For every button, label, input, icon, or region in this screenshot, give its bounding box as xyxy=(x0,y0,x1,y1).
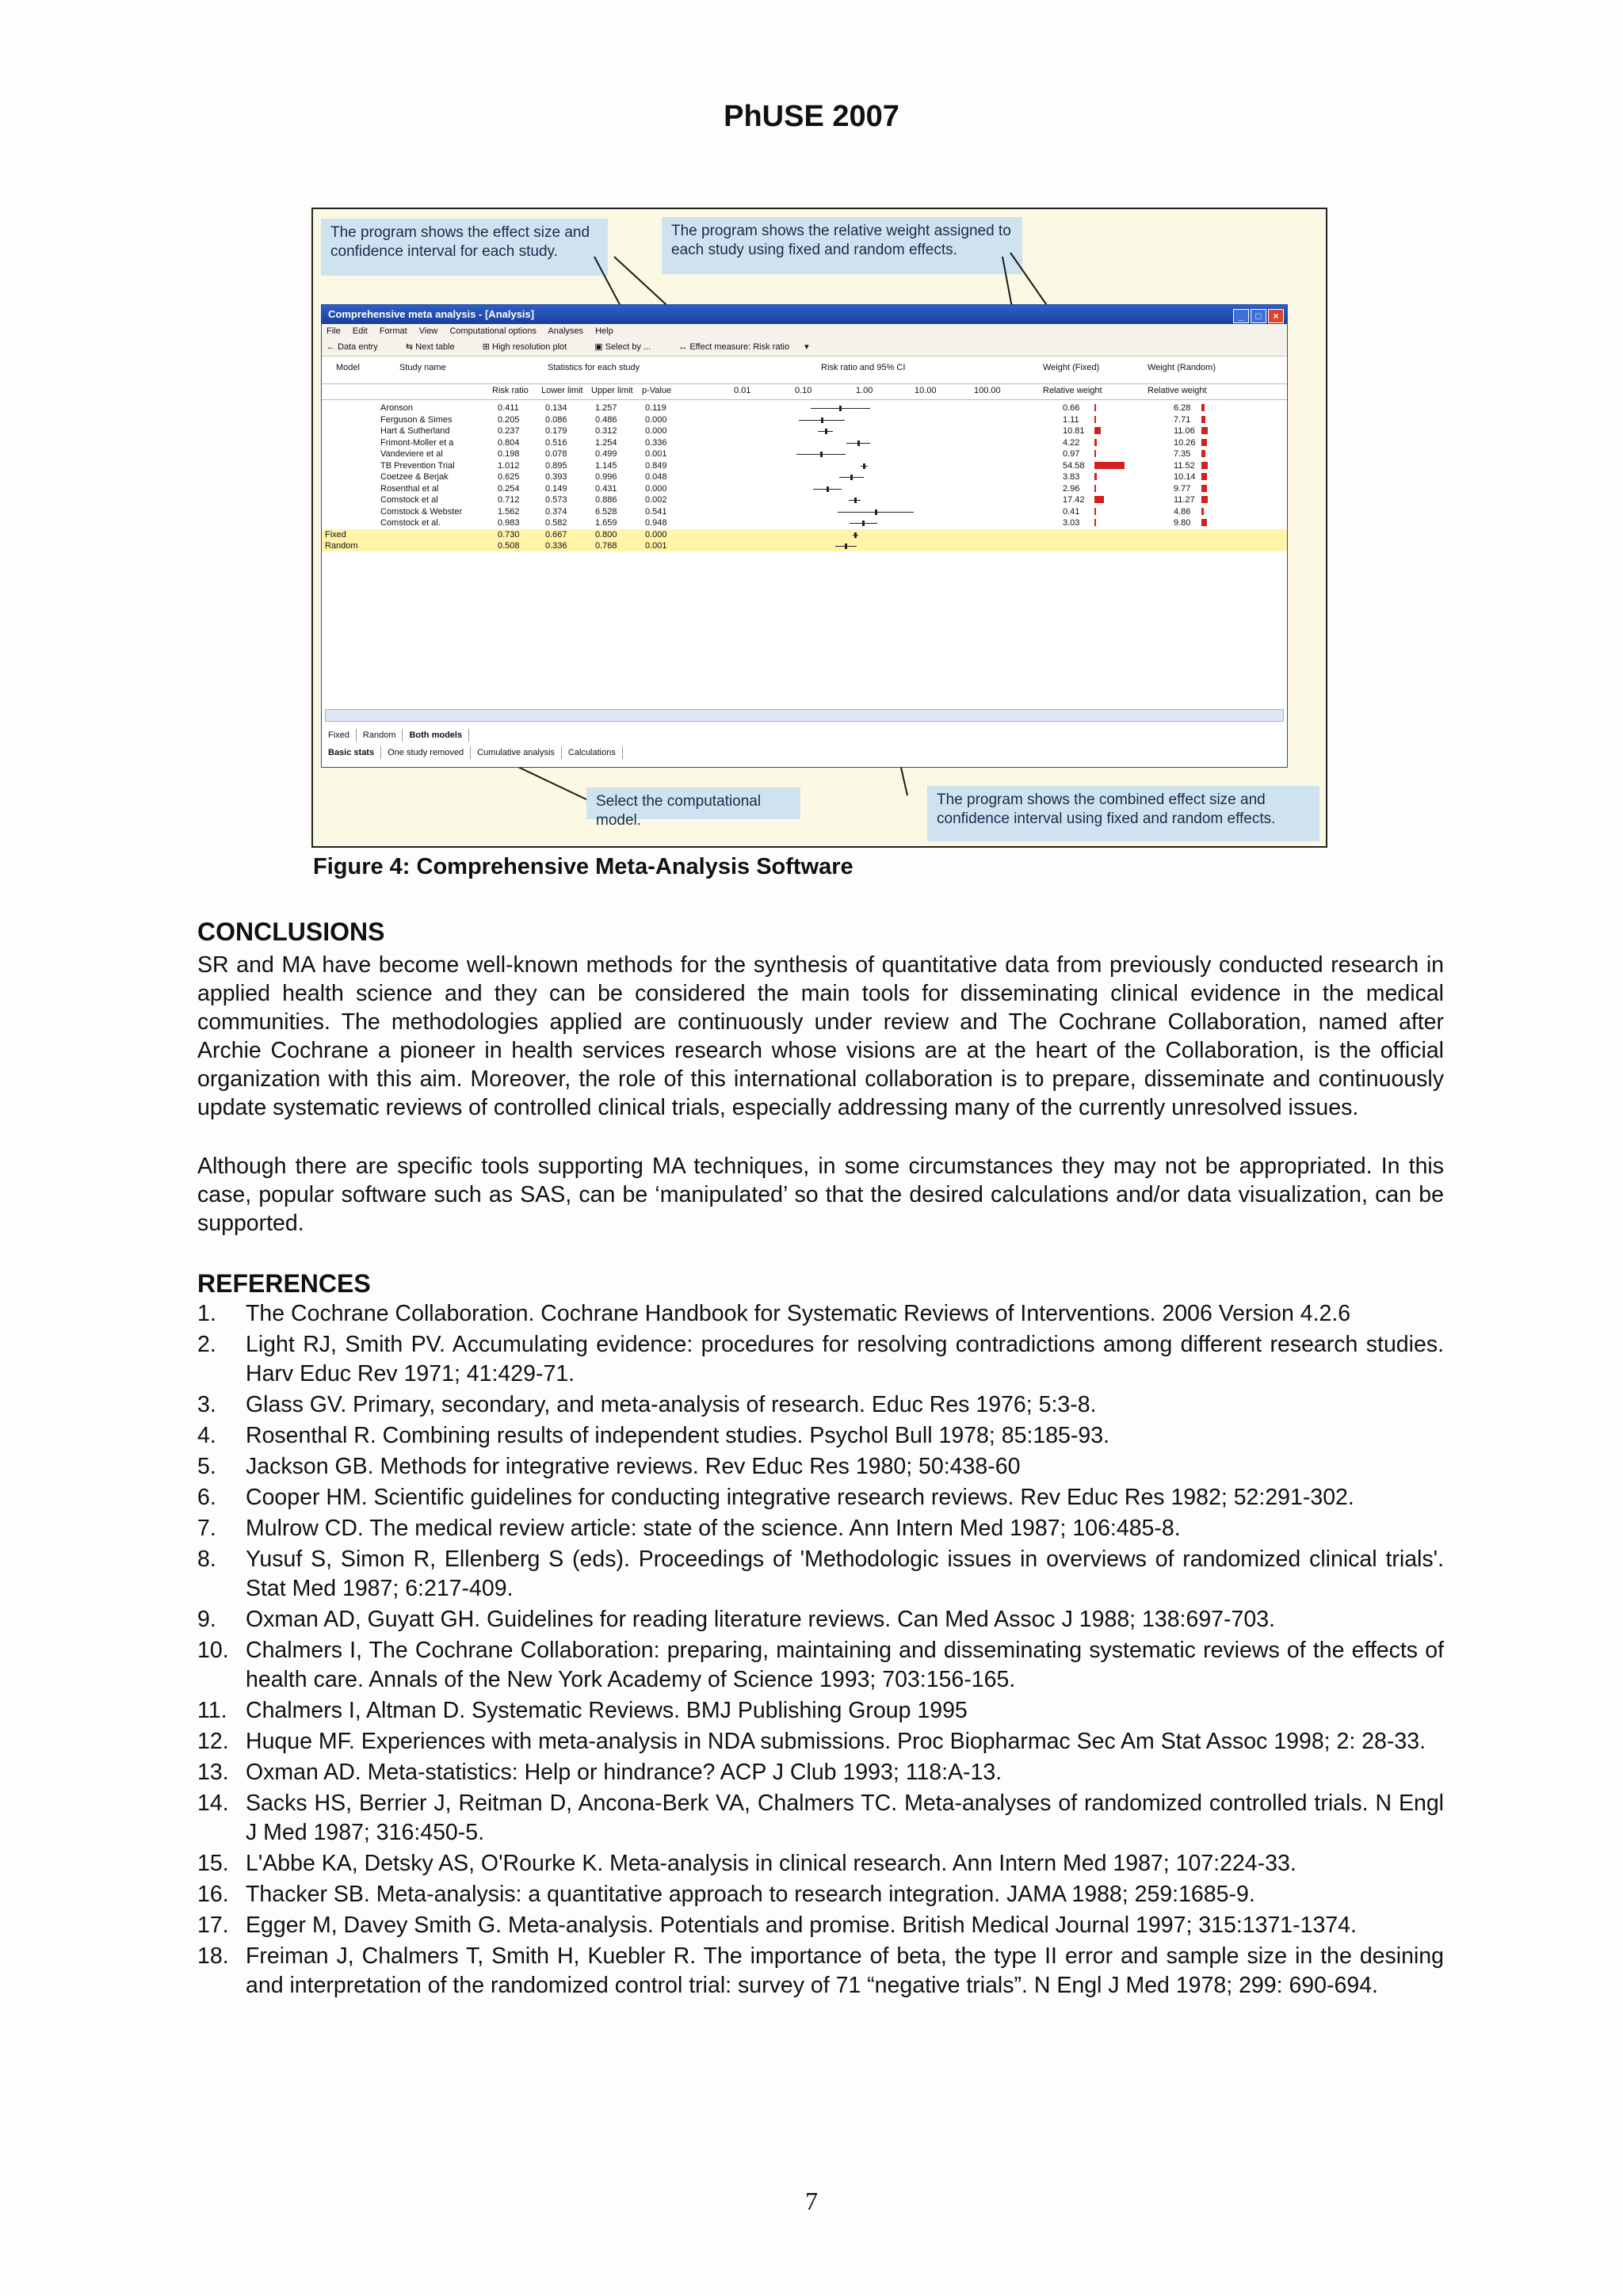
reference-text: Oxman AD, Guyatt GH. Guidelines for reading literature reviews. Can Med Assoc J 1988; 138:697-703. xyxy=(246,1607,1275,1632)
col-forest-plot: Risk ratio and 95% CI xyxy=(821,363,906,372)
weight-fixed-bar xyxy=(1094,508,1096,515)
reference-item xyxy=(197,1789,1444,1848)
weight-fixed-bar xyxy=(1094,496,1104,503)
reference-number: 15. xyxy=(197,1851,229,1876)
reference-number: 9. xyxy=(197,1607,216,1632)
effect-size-point xyxy=(825,429,827,434)
cell-lower: 0.516 xyxy=(545,437,567,448)
tab-one-study-removed[interactable]: One study removed xyxy=(381,746,471,759)
reference-text: Chalmers I, The Cochrane Collaboration: preparing, maintaining and disseminating systematic reviews of the effects of health care. Annals of the New York Academy of Science 1993; 703:156-165. xyxy=(246,1638,1444,1692)
cell-p: 0.119 xyxy=(645,403,666,413)
cell-lower: 0.895 xyxy=(545,460,567,471)
reference-item xyxy=(197,1421,1444,1451)
page-header: PhUSE 2007 xyxy=(724,100,899,133)
weight-fixed-bar xyxy=(1094,485,1096,492)
weight-random-bar xyxy=(1201,416,1205,423)
col-study-name: Study name xyxy=(399,363,446,372)
cell-rr: 0.983 xyxy=(498,518,520,528)
cell-weight-random: 9.80 xyxy=(1174,518,1191,528)
reference-text: Chalmers I, Altman D. Systematic Reviews. BMJ Publishing Group 1995 xyxy=(246,1698,968,1723)
cell-weight-fixed: 1.11 xyxy=(1063,414,1079,425)
reference-item xyxy=(197,1696,1444,1726)
callout-combined-effect: The program shows the combined effect size and confidence interval using fixed and random effects. xyxy=(927,786,1319,841)
subcol-upper-limit: Upper limit xyxy=(591,386,633,395)
col-weight-random: Weight (Random) xyxy=(1148,363,1216,372)
reference-number: 13. xyxy=(197,1760,229,1785)
high-resolution-plot-button[interactable]: ⊞ High resolution plot xyxy=(482,342,567,352)
cell-rr: 0.205 xyxy=(498,414,520,425)
reference-number: 6. xyxy=(197,1485,216,1510)
weight-fixed-bar xyxy=(1094,404,1096,411)
menu-bar xyxy=(322,324,1287,338)
weight-random-bar xyxy=(1201,496,1208,503)
cell-lower: 0.573 xyxy=(545,495,567,505)
minimize-icon[interactable]: _ xyxy=(1233,309,1249,323)
cell-model: Random xyxy=(325,541,358,551)
reference-text: L'Abbe KA, Detsky AS, O'Rourke K. Meta-analysis in clinical research. Ann Intern Med 1987; 107:224-33. xyxy=(246,1851,1296,1876)
subcol-relative-weight-random: Relative weight xyxy=(1148,386,1207,395)
menu-analyses[interactable]: Analyses xyxy=(548,326,584,336)
cell-study: Aronson xyxy=(380,403,413,413)
reference-number: 14. xyxy=(197,1791,229,1816)
effect-size-point xyxy=(821,418,823,423)
reference-item xyxy=(197,1452,1444,1482)
cell-weight-fixed: 3.83 xyxy=(1063,472,1080,482)
cell-study: Comstock et al. xyxy=(380,518,441,528)
col-weight-fixed: Weight (Fixed) xyxy=(1043,363,1100,372)
reference-item xyxy=(197,1299,1444,1329)
weight-fixed-bar xyxy=(1094,427,1101,434)
cell-lower: 0.582 xyxy=(545,518,567,528)
reference-number: 5. xyxy=(197,1454,216,1479)
cell-lower: 0.374 xyxy=(545,506,567,517)
figure-caption: Figure 4: Comprehensive Meta-Analysis Software xyxy=(313,854,854,879)
cell-upper: 0.486 xyxy=(595,414,617,425)
cell-lower: 0.179 xyxy=(545,426,567,436)
cell-rr: 0.712 xyxy=(498,495,520,505)
tab-random[interactable]: Random xyxy=(357,729,403,742)
weight-random-bar xyxy=(1201,439,1207,446)
axis-tick-0-01: 0.01 xyxy=(734,386,751,395)
cell-lower: 0.393 xyxy=(545,472,567,482)
callout-effect-size: The program shows the effect size and confidence interval for each study. xyxy=(321,219,608,276)
reference-text: Egger M, Davey Smith G. Meta-analysis. Potentials and promise. British Medical Journal 1997; 315:1371-1374. xyxy=(246,1913,1357,1938)
table-row[interactable] xyxy=(322,506,1287,517)
model-tabs xyxy=(322,729,469,742)
cell-lower: 0.336 xyxy=(545,541,567,551)
cell-study: Rosenthal et al xyxy=(380,483,439,494)
menu-format[interactable]: Format xyxy=(379,326,407,336)
reference-text: Huque MF. Experiences with meta-analysis in NDA submissions. Proc Biopharmac Sec Am Stat Assoc 1998; 2: 28-33. xyxy=(246,1729,1426,1754)
results-grid xyxy=(322,357,1287,650)
cell-upper: 1.254 xyxy=(595,437,617,448)
cell-study: Ferguson & Simes xyxy=(380,414,453,425)
close-icon[interactable]: × xyxy=(1268,309,1284,323)
reference-number: 11. xyxy=(197,1698,227,1723)
cell-weight-fixed: 0.66 xyxy=(1063,403,1080,413)
menu-edit[interactable]: Edit xyxy=(352,326,368,336)
cell-weight-fixed: 54.58 xyxy=(1063,460,1085,471)
cell-rr: 1.562 xyxy=(498,506,520,517)
figure-screenshot xyxy=(311,208,1327,848)
cell-weight-random: 9.77 xyxy=(1174,483,1191,494)
effect-size-point xyxy=(862,521,865,526)
effect-size-point xyxy=(820,452,823,457)
cell-weight-random: 11.27 xyxy=(1174,495,1195,505)
cell-weight-fixed: 3.03 xyxy=(1063,518,1080,528)
grid-subheader xyxy=(322,383,1287,400)
col-statistics: Statistics for each study xyxy=(548,363,640,372)
table-row[interactable] xyxy=(322,540,1287,551)
cell-weight-random: 4.86 xyxy=(1174,506,1191,517)
reference-item xyxy=(197,1605,1444,1634)
reference-item xyxy=(197,1880,1444,1909)
weight-random-bar xyxy=(1201,450,1205,457)
weight-fixed-bar xyxy=(1094,473,1097,480)
reference-text: Light RJ, Smith PV. Accumulating evidence: procedures for resolving contradictions among different research studies. Harv Educ Rev 1971; 41:429-71. xyxy=(246,1332,1444,1386)
effect-size-point xyxy=(857,441,860,446)
cell-rr: 0.254 xyxy=(498,483,520,494)
grid-header xyxy=(322,357,1287,384)
weight-random-bar xyxy=(1201,519,1207,526)
reference-text: Mulrow CD. The medical review article: state of the science. Ann Intern Med 1987; 106:485-8. xyxy=(246,1516,1181,1541)
cell-weight-fixed: 0.41 xyxy=(1063,506,1080,517)
effect-size-point xyxy=(839,406,842,411)
reference-item xyxy=(197,1483,1444,1512)
cell-weight-random: 7.71 xyxy=(1174,414,1191,425)
reference-text: Jackson GB. Methods for integrative reviews. Rev Educ Res 1980; 50:438-60 xyxy=(246,1454,1021,1479)
axis-tick-10-00: 10.00 xyxy=(915,386,937,395)
reference-item xyxy=(197,1514,1444,1543)
reference-item xyxy=(197,1390,1444,1420)
weight-random-bar xyxy=(1201,473,1207,480)
weight-random-bar xyxy=(1201,404,1205,411)
reference-number: 2. xyxy=(197,1332,216,1357)
weight-fixed-bar xyxy=(1094,439,1097,446)
reference-number: 4. xyxy=(197,1423,216,1448)
cell-p: 0.048 xyxy=(645,472,667,482)
table-row[interactable] xyxy=(322,517,1287,528)
effect-size-point xyxy=(827,486,829,492)
table-row[interactable] xyxy=(322,460,1287,471)
table-row[interactable] xyxy=(322,425,1287,437)
cell-study: Frimont-Moller et a xyxy=(380,437,454,448)
reference-text: Glass GV. Primary, secondary, and meta-analysis of research. Educ Res 1976; 5:3-8. xyxy=(246,1392,1097,1417)
table-row[interactable] xyxy=(322,414,1287,425)
reference-number: 12. xyxy=(197,1729,229,1754)
select-by-button[interactable]: ▣ Select by ... xyxy=(594,342,651,352)
table-row[interactable] xyxy=(322,483,1287,494)
cell-upper: 0.431 xyxy=(595,483,617,494)
cell-weight-fixed: 10.81 xyxy=(1063,426,1085,436)
axis-tick-0-10: 0.10 xyxy=(795,386,812,395)
tab-fixed[interactable]: Fixed xyxy=(322,729,357,742)
reference-text: Sacks HS, Berrier J, Reitman D, Ancona-Berk VA, Chalmers TC. Meta-analyses of randomized controlled trials. N Engl J Med 1987; 316:450-5. xyxy=(246,1791,1444,1845)
cell-rr: 0.804 xyxy=(498,437,520,448)
reference-item xyxy=(197,1545,1444,1604)
effect-measure-select[interactable]: ↔ Effect measure: Risk ratio ▾ xyxy=(678,342,809,352)
reference-number: 7. xyxy=(197,1516,216,1541)
cell-p: 0.000 xyxy=(645,426,667,436)
cell-p: 0.541 xyxy=(645,506,667,517)
effect-size-point xyxy=(854,498,857,503)
cell-rr: 0.411 xyxy=(498,403,519,413)
cell-p: 0.000 xyxy=(645,414,667,425)
cell-weight-fixed: 0.97 xyxy=(1063,449,1080,459)
effect-size-point xyxy=(850,475,853,480)
cell-p: 0.001 xyxy=(645,449,667,459)
cell-weight-random: 6.28 xyxy=(1174,403,1191,413)
menu-computational-options[interactable]: Computational options xyxy=(449,326,537,336)
effect-size-point xyxy=(863,463,865,469)
cell-study: Coetzee & Berjak xyxy=(380,472,449,482)
weight-random-bar xyxy=(1201,462,1208,469)
maximize-icon[interactable]: □ xyxy=(1251,309,1266,323)
tab-cumulative-analysis[interactable]: Cumulative analysis xyxy=(471,746,562,759)
reference-text: The Cochrane Collaboration. Cochrane Handbook for Systematic Reviews of Interventions. 2006 Version 4.2.6 xyxy=(246,1301,1351,1326)
tab-calculations[interactable]: Calculations xyxy=(562,746,623,759)
cell-weight-random: 10.26 xyxy=(1174,437,1196,448)
cell-weight-fixed: 2.96 xyxy=(1063,483,1080,494)
reference-text: Rosenthal R. Combining results of independent studies. Psychol Bull 1978; 85:185-93. xyxy=(246,1423,1109,1448)
reference-number: 16. xyxy=(197,1882,229,1907)
reference-item xyxy=(197,1330,1444,1389)
table-row[interactable] xyxy=(322,448,1287,460)
analysis-tabs xyxy=(322,746,623,759)
reference-number: 3. xyxy=(197,1392,216,1417)
cell-lower: 0.149 xyxy=(545,483,567,494)
cell-p: 0.001 xyxy=(645,541,667,551)
cell-weight-random: 7.35 xyxy=(1174,449,1191,459)
next-table-button[interactable]: ⇆ Next table xyxy=(405,342,455,352)
cell-weight-random: 10.14 xyxy=(1174,472,1196,482)
table-row[interactable] xyxy=(322,529,1287,540)
cell-study: Vandeviere et al xyxy=(380,449,443,459)
weight-fixed-bar xyxy=(1094,462,1125,469)
cell-lower: 0.667 xyxy=(545,529,567,540)
col-model: Model xyxy=(336,363,360,372)
weight-fixed-bar xyxy=(1094,416,1096,423)
cell-upper: 6.528 xyxy=(595,506,617,517)
menu-view[interactable]: View xyxy=(418,326,438,336)
cma-window xyxy=(321,304,1288,768)
table-row[interactable] xyxy=(322,471,1287,482)
cell-upper: 0.499 xyxy=(595,449,617,459)
cell-p: 0.336 xyxy=(645,437,667,448)
tab-basic-stats[interactable]: Basic stats xyxy=(322,746,381,759)
subcol-relative-weight-fixed: Relative weight xyxy=(1043,386,1102,395)
cell-upper: 0.996 xyxy=(595,472,617,482)
cell-study: TB Prevention Trial xyxy=(380,460,455,471)
cell-p: 0.000 xyxy=(645,483,667,494)
weight-random-bar xyxy=(1201,508,1204,515)
cell-p: 0.849 xyxy=(645,460,667,471)
reference-number: 17. xyxy=(197,1913,229,1938)
cell-rr: 0.508 xyxy=(498,541,520,551)
reference-number: 1. xyxy=(197,1301,216,1326)
conclusions-paragraph-1: SR and MA have become well-known methods for the synthesis of quantitative data from previously conducted research in applied health science and they can be considered the main tools for disseminating clinical evidence in the medical communities. The methodologies applied are continuously under review and The Cochrane Collaboration, named after Archie Cochrane a pioneer in health services research whose visions are at the heart of the Collaboration, is the official organization with this aim. Moreover, the role of this international collaboration is to prepare, disseminate and continuously update systematic reviews of controlled clinical trials, especially addressing many of the currently unresolved issues. xyxy=(197,952,1444,1120)
horizontal-scrollbar[interactable] xyxy=(325,709,1284,722)
cell-study: Comstock & Webster xyxy=(380,506,463,517)
cell-lower: 0.078 xyxy=(545,449,567,459)
cell-weight-random: 11.06 xyxy=(1174,426,1195,436)
cell-weight-random: 11.52 xyxy=(1174,460,1195,471)
conclusions-paragraph-2: Although there are specific tools supporting MA techniques, in some circumstances they may not be appropriated. In this case, popular software such as SAS, can be ‘manipulated’ so that the desired calculations and/or data visualization, can be supported. xyxy=(197,1154,1444,1236)
weight-fixed-bar xyxy=(1094,519,1096,526)
cell-lower: 0.134 xyxy=(545,403,567,413)
weight-random-bar xyxy=(1201,427,1208,434)
cell-rr: 0.625 xyxy=(498,472,520,482)
cell-upper: 0.768 xyxy=(595,541,617,551)
window-title: Comprehensive meta analysis - [Analysis] xyxy=(328,308,535,320)
cell-model: Fixed xyxy=(325,529,346,540)
reference-item xyxy=(197,1911,1444,1940)
cell-upper: 1.257 xyxy=(595,403,617,413)
callout-computational-model: Select the computational model. xyxy=(586,788,800,819)
subcol-lower-limit: Lower limit xyxy=(541,386,583,395)
weight-random-bar xyxy=(1201,485,1207,492)
reference-item xyxy=(197,1727,1444,1756)
cell-p: 0.002 xyxy=(645,495,667,505)
subcol-risk-ratio: Risk ratio xyxy=(492,386,529,395)
page-number: 7 xyxy=(805,2187,818,2215)
toolbar xyxy=(322,338,1287,357)
cell-weight-fixed: 4.22 xyxy=(1063,437,1080,448)
reference-text: Oxman AD. Meta-statistics: Help or hindrance? ACP J Club 1993; 118:A-13. xyxy=(246,1760,1002,1785)
effect-size-point xyxy=(875,509,877,515)
conclusions-heading: CONCLUSIONS xyxy=(197,917,385,946)
reference-text: Yusuf S, Simon R, Ellenberg S (eds). Proceedings of 'Methodologic issues in overviews of randomized clinical trials'. Stat Med 1987; 6:217-409. xyxy=(246,1547,1444,1601)
cell-rr: 0.237 xyxy=(498,426,520,436)
callout-relative-weight: The program shows the relative weight assigned to each study using fixed and random effects. xyxy=(662,217,1022,274)
reference-item xyxy=(197,1942,1444,2000)
table-row[interactable] xyxy=(322,402,1287,414)
cell-weight-fixed: 17.42 xyxy=(1063,495,1085,505)
cell-rr: 0.198 xyxy=(498,449,520,459)
cell-rr: 0.730 xyxy=(498,529,520,540)
weight-fixed-bar xyxy=(1094,450,1096,457)
cell-study: Comstock et al xyxy=(380,495,438,505)
menu-file[interactable]: File xyxy=(327,326,341,336)
cell-p: 0.000 xyxy=(645,529,667,540)
cell-study: Hart & Sutherland xyxy=(380,426,450,436)
reference-text: Thacker SB. Meta-analysis: a quantitative approach to research integration. JAMA 1988; 259:1685-9. xyxy=(246,1882,1255,1907)
reference-number: 10. xyxy=(197,1638,229,1663)
menu-help[interactable]: Help xyxy=(595,326,613,336)
tab-both-models[interactable]: Both models xyxy=(403,729,469,742)
window-titlebar xyxy=(322,305,1287,324)
reference-item xyxy=(197,1636,1444,1695)
data-entry-button[interactable]: ← Data entry xyxy=(327,342,378,352)
effect-size-point xyxy=(845,543,847,549)
cell-lower: 0.086 xyxy=(545,414,567,425)
cell-upper: 0.800 xyxy=(595,529,617,540)
cell-upper: 1.659 xyxy=(595,518,617,528)
cell-upper: 0.886 xyxy=(595,495,617,505)
reference-item xyxy=(197,1849,1444,1878)
cell-upper: 0.312 xyxy=(595,426,617,436)
reference-number: 8. xyxy=(197,1547,216,1572)
reference-number: 18. xyxy=(197,1943,229,1969)
references-list xyxy=(197,1299,1444,2002)
references-heading: REFERENCES xyxy=(197,1269,371,1298)
subcol-p-value: p-Value xyxy=(642,386,672,395)
cell-p: 0.948 xyxy=(645,518,667,528)
reference-text: Cooper HM. Scientific guidelines for conducting integrative research reviews. Rev Educ Res 1982; 52:291-302. xyxy=(246,1485,1354,1510)
table-row[interactable] xyxy=(322,437,1287,448)
cell-upper: 1.145 xyxy=(595,460,617,471)
axis-tick-100-00: 100.00 xyxy=(974,386,1001,395)
reference-text: Freiman J, Chalmers T, Smith H, Kuebler R. The importance of beta, the type II error and sample size in the desining and interpretation of the randomized control trial: survey of 71 “negative trials”. N Engl J Med 1978; 299: 690-694. xyxy=(246,1943,1444,1998)
table-row[interactable] xyxy=(322,494,1287,505)
reference-item xyxy=(197,1758,1444,1787)
axis-tick-1-00: 1.00 xyxy=(856,386,873,395)
effect-size-point xyxy=(854,532,857,538)
cell-rr: 1.012 xyxy=(498,460,520,471)
